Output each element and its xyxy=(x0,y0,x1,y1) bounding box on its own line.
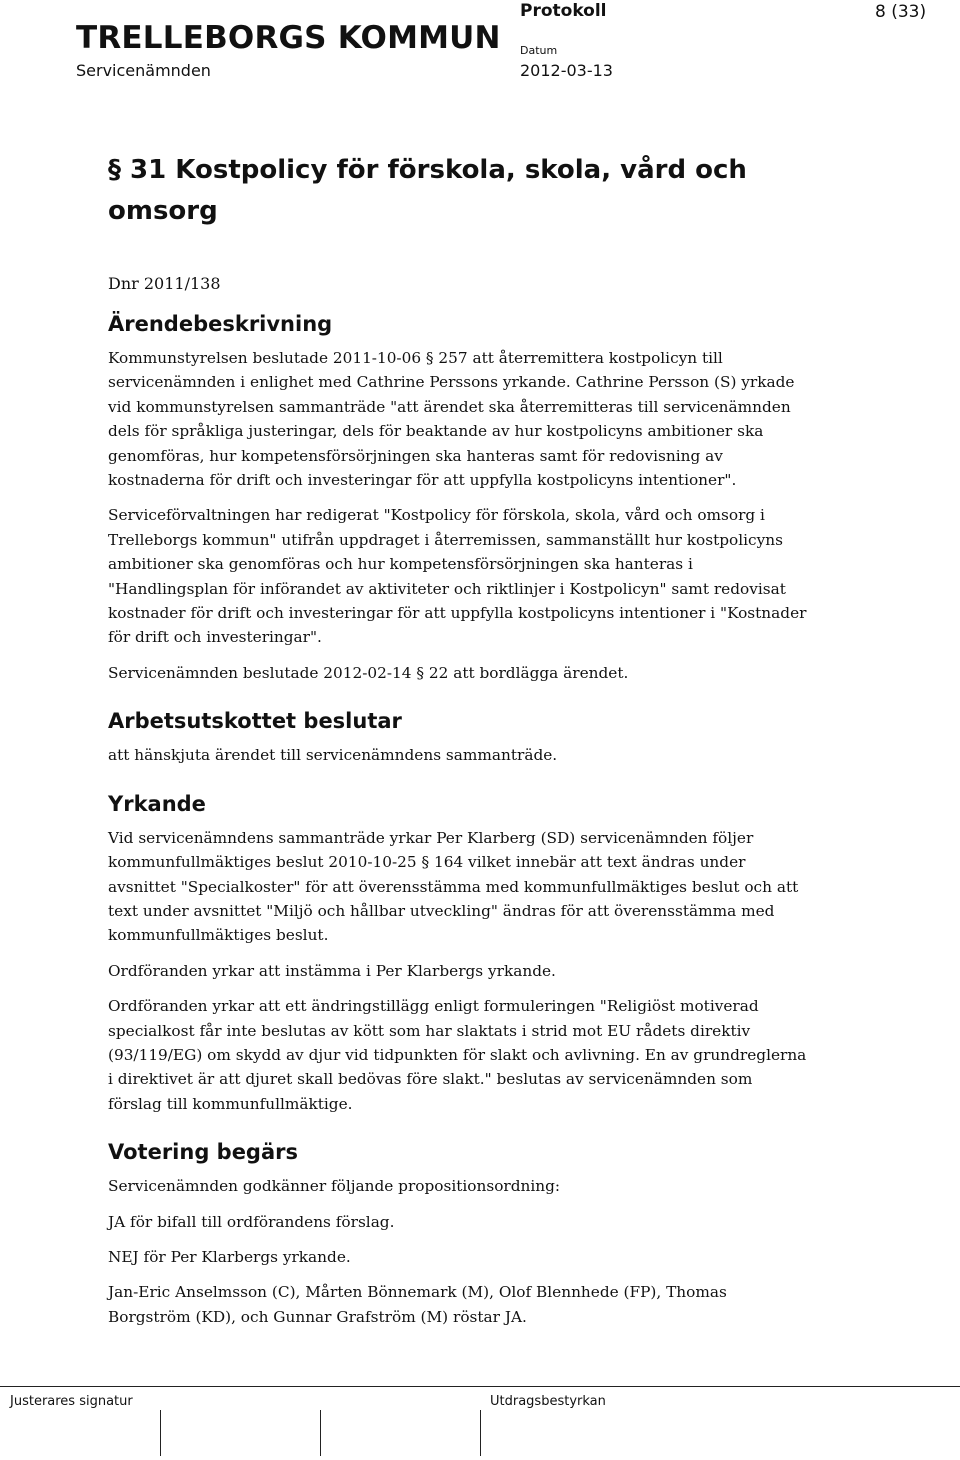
paragraph: Vid servicenämndens sammanträde yrkar Per Klarberg (SD) servicenämnden följer kommunfullmäktiges beslut 2010-10-25 § 164 vilket innebär att text ändras under avsnittet "Specialkoster" för att överensstämma med kommunfullmäktiges beslut och att text under avsnittet "Miljö och hållbar utveckling" ändras för att överensstämma med kommunfullmäktiges beslut. xyxy=(108,828,799,945)
heading-arendebeskrivning: Ärendebeskrivning xyxy=(108,312,333,336)
document-type: Protokoll xyxy=(520,1,607,21)
paragraph: Servicenämnden beslutade 2012-02-14 § 22 att bordlägga ärendet. xyxy=(108,663,629,682)
committee-name: Servicenämnden xyxy=(76,61,211,80)
excerpt-label: Utdragsbestyrkan xyxy=(490,1394,606,1409)
heading-yrkande: Yrkande xyxy=(108,791,206,816)
organization-name: TRELLEBORGS KOMMUN xyxy=(76,20,501,56)
document-body xyxy=(108,150,808,1329)
signature-box-divider xyxy=(160,1410,161,1456)
diary-number: Dnr 2011/138 xyxy=(108,274,221,293)
meeting-date: 2012-03-13 xyxy=(520,61,613,80)
paragraph: JA för bifall till ordförandens förslag. xyxy=(108,1212,395,1231)
paragraph: NEJ för Per Klarbergs yrkande. xyxy=(108,1247,351,1266)
heading-votering: Votering begärs xyxy=(108,1140,298,1165)
paragraph: Ordföranden yrkar att ett ändringstillägg enligt formuleringen "Religiöst motiverad specialkost får inte beslutas av kött som har slaktats i strid mot EU rådets direktiv (93/119/EG) om skydd av djur vid tidpunkten för slakt och avlivning. En av grundreglerna i direktivet är att djuret skall bedövas före slakt." beslutas av servicenämnden som förslag till kommunfullmäktige. xyxy=(108,997,807,1113)
paragraph: Serviceförvaltningen har redigerat "Kostpolicy för förskola, skola, vård och omsorg i Trelleborgs kommun" utifrån uppdraget i återremissen, sammanställt hur kostpolicyns ambitioner ska genomföras och hur kompetensförsörjningen ska hanteras i "Handlingsplan för införandet av aktiviteter och riktlinjer i Kostpolicyn" samt redovisat kostnader för drift och investeringar för att uppfylla kostpolicyns intentioner i "Kostnader för drift och investeringar". xyxy=(108,506,807,647)
signature-label: Justerares signatur xyxy=(10,1394,133,1409)
footer-divider xyxy=(0,1386,960,1387)
paragraph: att hänskjuta ärendet till servicenämndens sammanträde. xyxy=(108,746,558,765)
paragraph: Ordföranden yrkar att instämma i Per Klarbergs yrkande. xyxy=(108,961,556,980)
date-label: Datum xyxy=(520,44,558,57)
signature-box-divider xyxy=(320,1410,321,1456)
signature-box-divider xyxy=(480,1410,481,1456)
heading-arbetsutskottet: Arbetsutskottet beslutar xyxy=(108,709,402,734)
paragraph: Servicenämnden godkänner följande propositionsordning: xyxy=(108,1177,561,1196)
section-title: § 31 Kostpolicy för förskola, skola, vård och omsorg xyxy=(108,155,747,226)
paragraph: Jan-Eric Anselmsson (C), Mårten Bönnemark (M), Olof Blennhede (FP), Thomas Borgström (KD), och Gunnar Grafström (M) röstar JA. xyxy=(108,1283,727,1326)
paragraph: Kommunstyrelsen beslutade 2011-10-06 § 257 att återremittera kostpolicyn till servicenämnden i enlighet med Cathrine Perssons yrkande. Cathrine Persson (S) yrkade vid kommunstyrelsen sammanträde "att ärendet ska återremitteras till servicenämnden dels för språkliga justeringar, dels för beaktande av hur kostpolicyns ambitioner ska genomföras, hur kompetensförsörjningen ska hanteras samt för redovisning av kostnaderna för drift och investeringar för att uppfylla kostpolicyns intentioner". xyxy=(108,349,795,490)
page-number: 8 (33) xyxy=(875,2,927,22)
